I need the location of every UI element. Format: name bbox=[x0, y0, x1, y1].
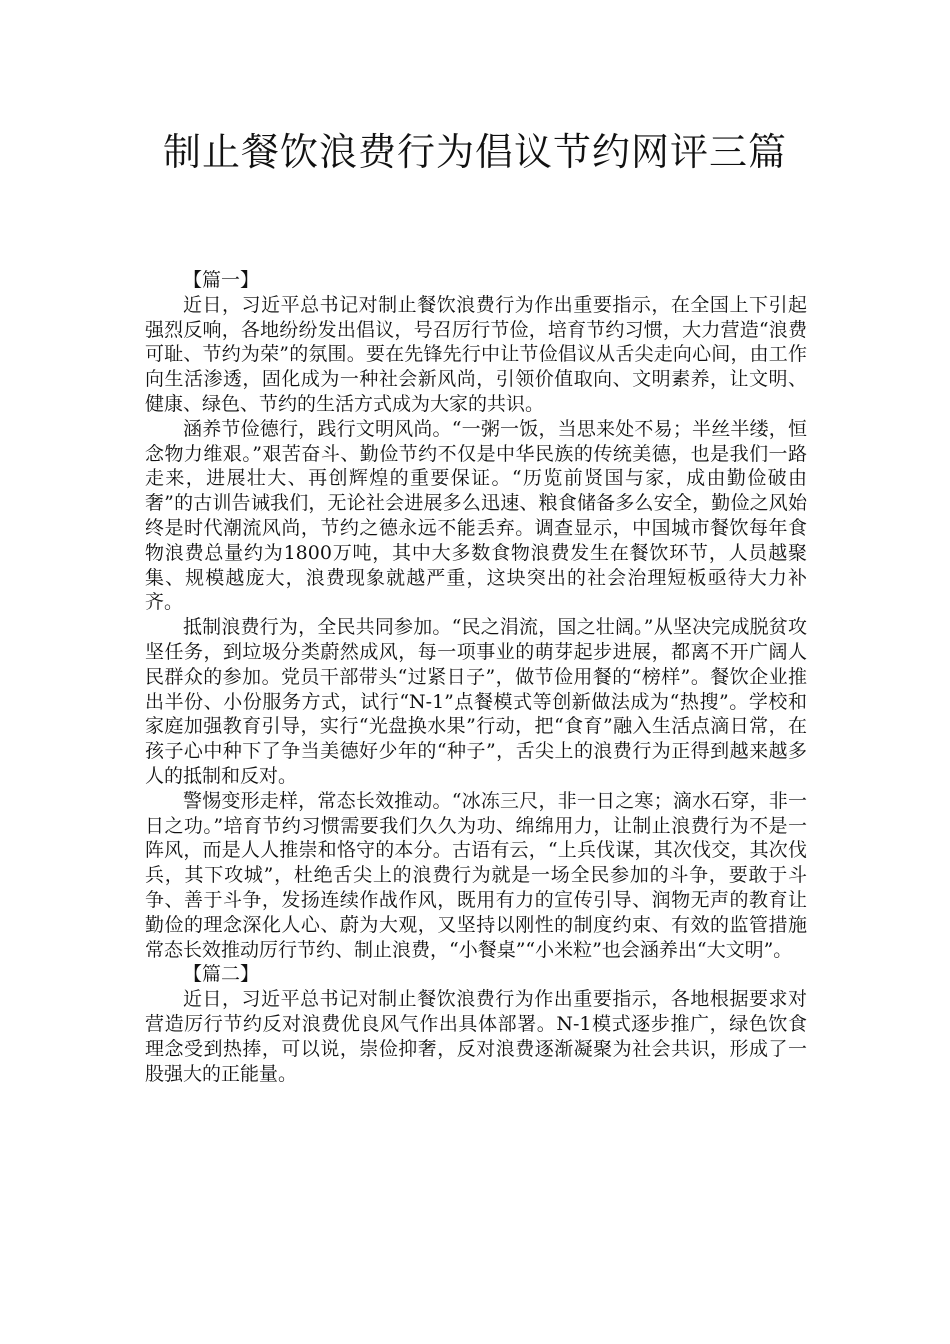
paragraph: 抵制浪费行为，全民共同参加。“民之涓流，国之壮阔。”从坚决完成脱贫攻坚任务，到垃圾分类蔚然成风，每一项事业的萌芽起步进展，都离不开广阔人民群众的参加。党员干部带头“过紧日子”，做节俭用餐的“榜样”。餐饮企业推出半份、小份服务方式，试行“N-1”点餐模式等创新做法成为“热搜”。学校和家庭加强教育引导，实行“光盘换水果”行动，把“食育”融入生活点滴日常，在孩子心中种下了争当美德好少年的“种子”，舌尖上的浪费行为正得到越来越多人的抵制和反对。 bbox=[145, 616, 807, 787]
paragraph: 近日，习近平总书记对制止餐饮浪费行为作出重要指示，各地根据要求对营造厉行节约反对浪费优良风气作出具体部署。N-1模式逐步推广，绿色饮食理念受到热捧，可以说，崇俭抑奢，反对浪费逐渐凝聚为社会共识，形成了一股强大的正能量。 bbox=[145, 988, 807, 1085]
section-heading: 【篇二】 bbox=[183, 963, 260, 986]
paragraph: 警惕变形走样，常态长效推动。“冰冻三尺，非一日之寒；滴水石穿，非一日之功。”培育节约习惯需要我们久久为功、绵绵用力，让制止浪费行为不是一阵风，而是人人推崇和恪守的本分。古语有云，“上兵伐谋，其次伐交，其次伐兵，其下攻城”，杜绝舌尖上的浪费行为就是一场全民参加的斗争，要敢于斗争、善于斗争，发扬连续作战作风，既用有力的宣传引导、润物无声的教育让勤俭的理念深化人心、蔚为大观，又坚持以刚性的制度约束、有效的监管措施常态长效推动厉行节约、制止浪费，“小餐桌”“小米粒”也会涵养出“大文明”。 bbox=[145, 789, 807, 961]
paragraph: 近日，习近平总书记对制止餐饮浪费行为作出重要指示，在全国上下引起强烈反响，各地纷纷发出倡议，号召厉行节俭，培育节约习惯，大力营造“浪费可耻、节约为荣”的氛围。要在先锋先行中让节俭倡议从舌尖走向心间，由工作向生活渗透，固化成为一种社会新风尚，引领价值取向、文明素养，让文明、健康、绿色、节约的生活方式成为大家的共识。 bbox=[145, 293, 807, 415]
document-body bbox=[145, 268, 807, 1086]
paragraph: 涵养节俭德行，践行文明风尚。“一粥一饭，当思来处不易；半丝半缕，恒念物力维艰。”艰苦奋斗、勤俭节约不仅是中华民族的传统美德，也是我们一路走来，进展壮大、再创辉煌的重要保证。“历览前贤国与家，成由勤俭破由奢”的古训告诫我们，无论社会进展多么迅速、粮食储备多么安全，勤俭之风始终是时代潮流风尚，节约之德永远不能丢弃。调查显示，中国城市餐饮每年食物浪费总量约为1800万吨，其中大多数食物浪费发生在餐饮环节，人员越聚集、规模越庞大，浪费现象就越严重，这块突出的社会治理短板亟待大力补齐。 bbox=[145, 417, 807, 614]
section-heading: 【篇一】 bbox=[183, 269, 260, 291]
document-title: 制止餐饮浪费行为倡议节约网评三篇 bbox=[162, 130, 787, 174]
